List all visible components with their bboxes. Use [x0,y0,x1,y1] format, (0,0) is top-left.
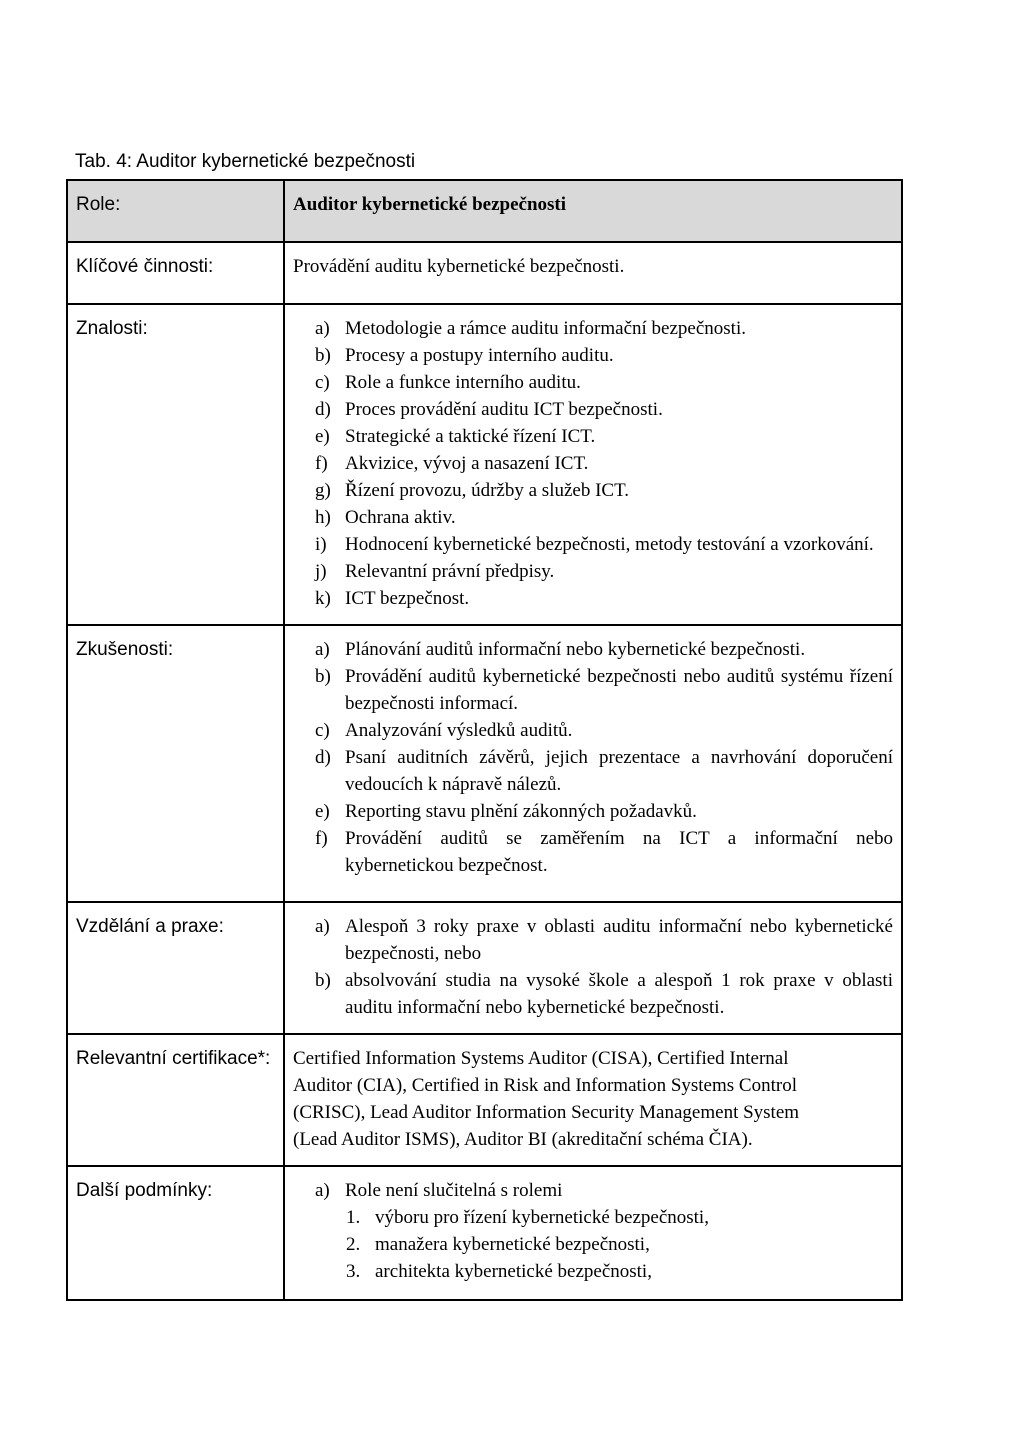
table-cell-label [67,1166,284,1300]
list-marker: 1. [346,1207,361,1228]
list-marker: a) [315,318,330,339]
list-item-text: Procesy a postupy interního auditu. [345,345,614,366]
list-item [315,477,893,504]
table-cell-label [67,1034,284,1166]
list-marker: b) [315,666,331,687]
key-activities-label: Klíčové činnosti: [76,256,214,277]
table-row-other-conditions [67,1166,902,1300]
list-item [315,585,893,612]
list-marker: d) [315,399,331,420]
table-cell-label [67,625,284,902]
list-item-text: Proces provádění auditu ICT bezpečnosti. [345,399,663,420]
list-item-text: absolvování studia na vysoké škole a alespoň 1 rok praxe v oblasti auditu informační nebo kybernetické bezpečnosti. [345,970,893,1018]
list-item-text: Strategické a taktické řízení ICT. [345,426,596,447]
list-item [315,315,893,342]
key-activities-value: Provádění auditu kybernetické bezpečnosti. [293,256,625,277]
list-item [315,967,893,1021]
list-item-text: Analyzování výsledků auditů. [345,720,573,741]
list-marker: c) [315,720,330,741]
list-item-text: Metodologie a rámce auditu informační bezpečnosti. [345,318,746,339]
list-marker: h) [315,507,331,528]
table-cell-value [284,1034,902,1166]
certifications-line: (CRISC), Lead Auditor Information Security Management System [293,1102,800,1123]
list-marker: g) [315,480,331,501]
list-item [315,558,893,585]
table-row-key-activities [67,242,902,304]
certifications-line: Auditor (CIA), Certified in Risk and Information Systems Control [293,1075,797,1096]
list-marker: k) [315,588,331,609]
list-marker: 2. [346,1234,361,1255]
certifications-value [285,1035,901,1165]
sub-list-item [346,1258,893,1285]
list-item [315,636,893,663]
list-marker: i) [315,534,327,555]
table-cell-label [67,304,284,625]
list-marker: a) [315,1180,330,1201]
table-row-role [67,180,902,242]
list-item-text: Alespoň 3 roky praxe v oblasti auditu informační nebo kybernetické bezpečnosti, nebo [345,916,893,964]
other-conditions-list [285,1167,901,1299]
list-item-text: Role není slučitelná s rolemi [345,1180,563,1201]
table-cell-value [284,180,902,242]
table-row-knowledge [67,304,902,625]
list-item [315,717,893,744]
certifications-line: Certified Information Systems Auditor (CISA), Certified Internal [293,1048,789,1069]
list-item-text: Role a funkce interního auditu. [345,372,581,393]
other-conditions-label: Další podmínky: [76,1180,213,1201]
list-item [315,396,893,423]
list-item [315,913,893,967]
list-marker: d) [315,747,331,768]
list-item [315,1177,893,1285]
list-marker: e) [315,801,330,822]
list-marker: a) [315,639,330,660]
list-item-text: Psaní auditních závěrů, jejich prezentace a navrhování doporučení vedoucích k nápravě nálezů. [345,747,893,795]
list-item-text: Provádění auditů se zaměřením na ICT a informační nebo kybernetickou bezpečnost. [345,828,893,876]
experience-list [285,626,901,901]
list-item-text: Hodnocení kybernetické bezpečnosti, metody testování a vzorkování. [345,534,874,555]
education-label: Vzdělání a praxe: [76,916,224,937]
incompatible-roles-list [345,1204,893,1285]
list-item-text: výboru pro řízení kybernetické bezpečnosti, [375,1207,709,1228]
list-marker: a) [315,916,330,937]
list-marker: f) [315,828,328,849]
list-item-text: Akvizice, vývoj a nasazení ICT. [345,453,589,474]
knowledge-label: Znalosti: [76,318,148,339]
list-item-text: Ochrana aktiv. [345,507,456,528]
list-marker: j) [315,561,327,582]
table-row-certifications [67,1034,902,1166]
list-item [315,450,893,477]
experience-label: Zkušenosti: [76,639,174,660]
role-value: Auditor kybernetické bezpečnosti [293,194,567,215]
list-item-text: manažera kybernetické bezpečnosti, [375,1234,650,1255]
list-item [315,798,893,825]
list-marker: f) [315,453,328,474]
knowledge-list [285,305,901,624]
list-item-text: architekta kybernetické bezpečnosti, [375,1261,652,1282]
role-table [66,179,903,1301]
list-item-text: Řízení provozu, údržby a služeb ICT. [345,480,630,501]
list-item-text: ICT bezpečnost. [345,588,470,609]
list-marker: b) [315,970,331,991]
table-cell-label [67,242,284,304]
table-cell-value [284,304,902,625]
table-cell-value [284,625,902,902]
list-item-text: Relevantní právní předpisy. [345,561,555,582]
table-cell-label [67,180,284,242]
list-item [315,369,893,396]
list-item [315,744,893,798]
list-marker: e) [315,426,330,447]
list-marker: c) [315,372,330,393]
table-cell-value [284,1166,902,1300]
certifications-line: (Lead Auditor ISMS), Auditor BI (akreditační schéma ČIA). [293,1129,753,1150]
list-item-text: Provádění auditů kybernetické bezpečnosti nebo auditů systému řízení bezpečnosti informací. [345,666,893,714]
education-list [285,903,901,1033]
list-item [315,663,893,717]
table-cell-label [67,902,284,1034]
list-item-text: Plánování auditů informační nebo kybernetické bezpečnosti. [345,639,806,660]
sub-list-item [346,1231,893,1258]
list-item [315,423,893,450]
list-marker: 3. [346,1261,361,1282]
list-marker: b) [315,345,331,366]
table-cell-value [284,242,902,304]
list-item-text: Reporting stavu plnění zákonných požadavků. [345,801,697,822]
table-row-experience [67,625,902,902]
role-label: Role: [76,194,121,215]
list-item [315,531,893,558]
table-cell-value [284,902,902,1034]
list-item [315,342,893,369]
list-item [315,825,893,879]
table-row-education [67,902,902,1034]
list-item [315,504,893,531]
certifications-label: Relevantní certifikace*: [76,1048,271,1069]
sub-list-item [346,1204,893,1231]
table-caption: Tab. 4: Auditor kybernetické bezpečnosti [75,151,416,172]
